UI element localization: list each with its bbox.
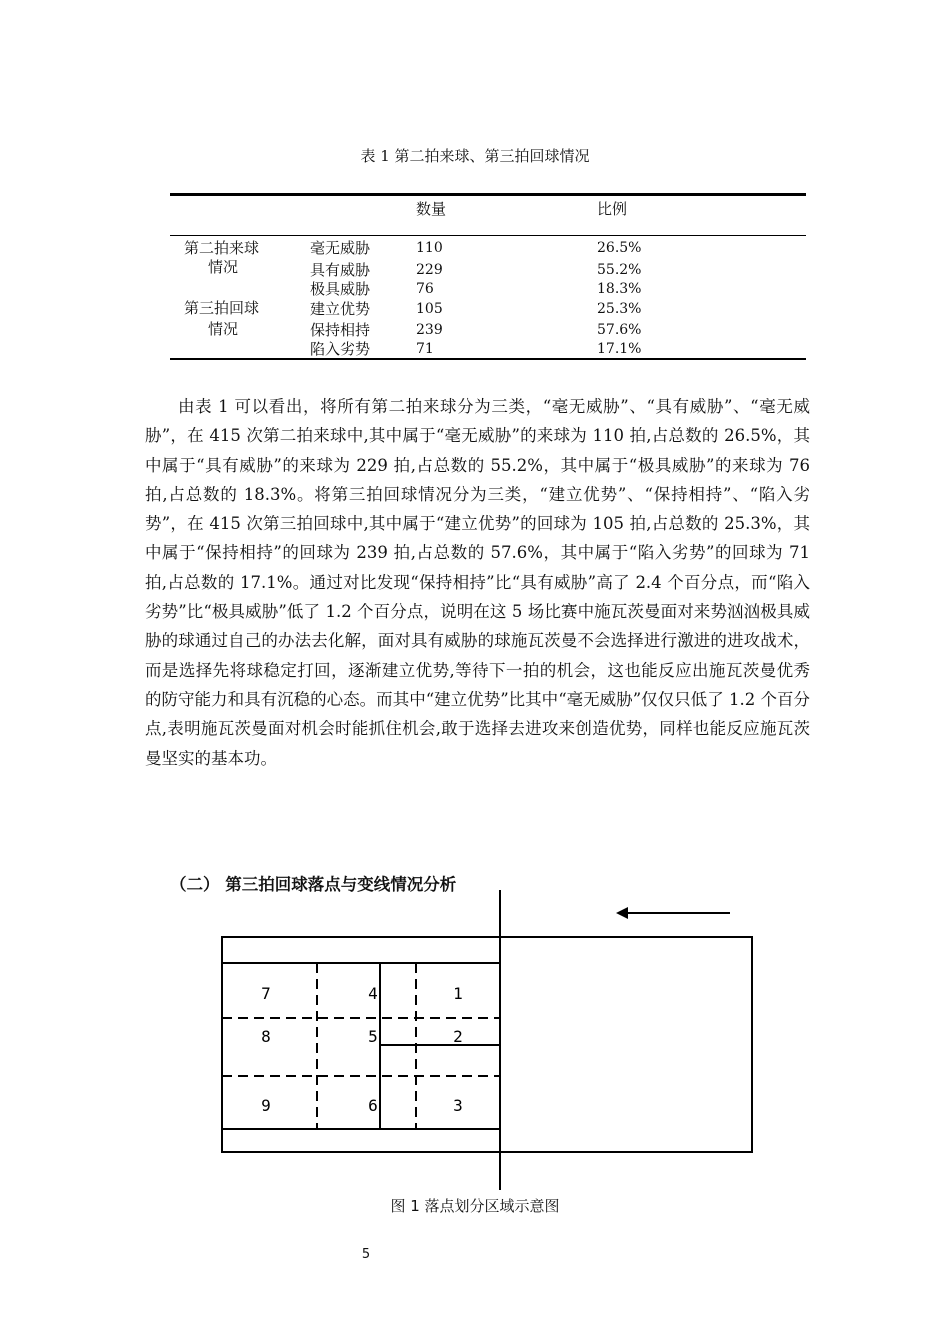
row-label: 毫无威胁 bbox=[310, 239, 371, 257]
group1-label-line1: 第二拍来球 bbox=[184, 239, 260, 257]
row-ratio: 18.3% bbox=[597, 281, 642, 297]
left-arrow-icon bbox=[616, 907, 730, 919]
row-ratio: 57.6% bbox=[597, 322, 642, 338]
row-count: 239 bbox=[416, 322, 443, 338]
zone-label-2: 2 bbox=[453, 1027, 463, 1046]
zone-label-3: 3 bbox=[453, 1096, 463, 1115]
table-header-rule bbox=[170, 235, 806, 236]
body-text: 由表 1 可以看出，将所有第二拍来球分为三类，“毫无威胁”、“具有威胁”、“毫无威胁”，在 415 次第二拍来球中,其中属于“毫无威胁”的来球为 110 拍,占总数的 26.5%，其中属于“具有威胁”的来球为 229 拍,占总数的 55.2%，其中属于“极具威胁”的来球为 76 拍,占总数的 18.3%。将第三拍回球情况分为三类，“建立优势”、“保持相持”、“陷入劣势”，在 415 次第三拍回球中,其中属于“建立优势”的回球为 105 拍,占总数的 25.3%，其中属于“保持相持”的回球为 239 拍,占总数的 57.6%，其中属于“陷入劣势”的回球为 71 拍,占总数的 17.1%。通过对比发现“保持相持”比“具有威胁”高了 2.4 个百分点，而“陷入劣势”比“极具威胁”低了 1.2 个百分点，说明在这 5 场比赛中施瓦茨曼面对来势汹汹极具威胁的球通过自己的办法去化解，面对具有威胁的球施瓦茨曼不会选择进行激进的进攻战术，而是选择先将球稳定打回，逐渐建立优势,等待下一拍的机会，这也能反应出施瓦茨曼优秀的防守能力和具有沉稳的心态。而其中“建立优势”比其中“毫无威胁”仅仅只低了 1.2 个百分点,表明施瓦茨曼面对机会时能抓住机会,敢于选择去进攻来创造优势，同样也能反应施瓦茨曼坚实的基本功。 bbox=[145, 397, 810, 768]
row-label: 陷入劣势 bbox=[310, 340, 371, 358]
row-count: 105 bbox=[416, 301, 443, 317]
row-ratio: 26.5% bbox=[597, 240, 642, 256]
row-label: 具有威胁 bbox=[310, 261, 371, 279]
page-number: 5 bbox=[361, 1247, 371, 1262]
row-count: 229 bbox=[416, 262, 443, 278]
section-heading: （二） 第三拍回球落点与变线情况分析 bbox=[170, 875, 457, 894]
row-count: 71 bbox=[416, 341, 434, 357]
row-label: 极具威胁 bbox=[310, 280, 371, 298]
table-caption: 表 1 第二拍来球、第三拍回球情况 bbox=[360, 147, 590, 165]
group1-label-line2: 情况 bbox=[208, 258, 239, 276]
zone-label-5: 5 bbox=[368, 1027, 378, 1046]
header-count: 数量 bbox=[416, 200, 447, 218]
row-label: 建立优势 bbox=[310, 300, 371, 318]
header-ratio: 比例 bbox=[597, 200, 628, 218]
row-ratio: 17.1% bbox=[597, 341, 642, 357]
zone-label-4: 4 bbox=[368, 984, 378, 1003]
group2-label-line1: 第三拍回球 bbox=[184, 299, 260, 317]
zone-label-7: 7 bbox=[261, 984, 271, 1003]
table-bottom-rule bbox=[170, 358, 806, 360]
court-zone-diagram bbox=[210, 890, 770, 1190]
body-paragraph bbox=[145, 392, 810, 773]
zone-label-1: 1 bbox=[453, 984, 463, 1003]
zone-label-6: 6 bbox=[368, 1096, 378, 1115]
row-ratio: 25.3% bbox=[597, 301, 642, 317]
zone-label-8: 8 bbox=[261, 1027, 271, 1046]
row-count: 76 bbox=[416, 281, 434, 297]
row-ratio: 55.2% bbox=[597, 262, 642, 278]
row-label: 保持相持 bbox=[310, 321, 371, 339]
group2-label-line2: 情况 bbox=[208, 320, 239, 338]
figure-caption: 图 1 落点划分区域示意图 bbox=[390, 1197, 560, 1215]
zone-label-9: 9 bbox=[261, 1096, 271, 1115]
row-count: 110 bbox=[416, 240, 443, 256]
table-top-rule bbox=[170, 193, 806, 196]
